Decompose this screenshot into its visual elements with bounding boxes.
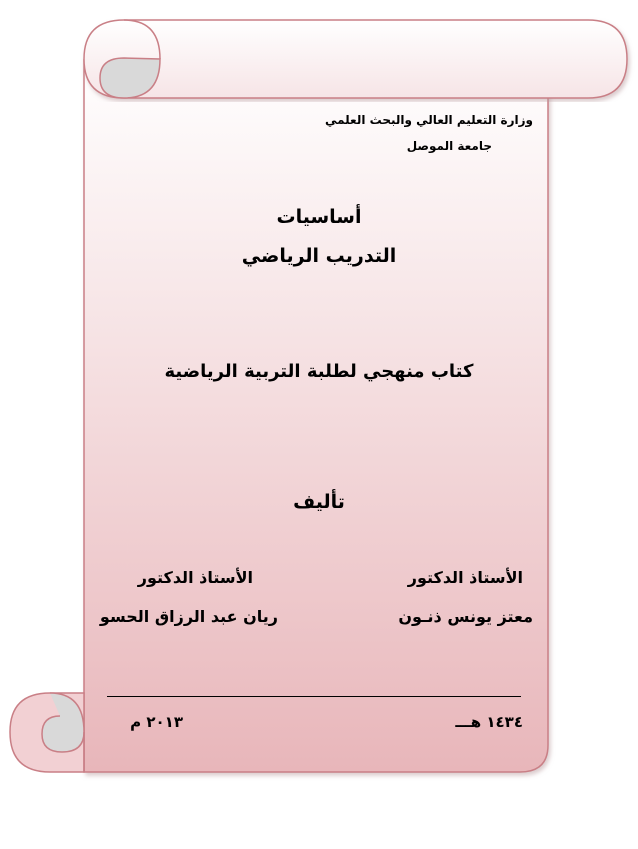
book-title-line1: أساسيات (276, 206, 362, 228)
scroll-body (84, 60, 548, 772)
book-subtitle: كتاب منهجي لطلبة التربية الرياضية (164, 361, 474, 382)
authorship-label: تأليف (293, 491, 345, 513)
author-1-name: معتز يونس ذنـون (398, 607, 533, 626)
book-title-line2: التدريب الرياضي (241, 245, 397, 267)
gregorian-year: ٢٠١٣ م (130, 713, 183, 731)
separator-line (107, 696, 521, 697)
university-name: جامعة الموصل (406, 139, 492, 153)
ministry-name: وزارة التعليم العالي والبحث العلمي (324, 113, 533, 127)
scroll-top-roll (84, 20, 627, 98)
author-2-title: الأستاذ الدكتور (137, 568, 253, 587)
hijri-year: ١٤٣٤ هـــ (455, 713, 523, 731)
author-2-name: ريان عبد الرزاق الحسو (99, 607, 278, 626)
author-1-title: الأستاذ الدكتور (407, 568, 523, 587)
